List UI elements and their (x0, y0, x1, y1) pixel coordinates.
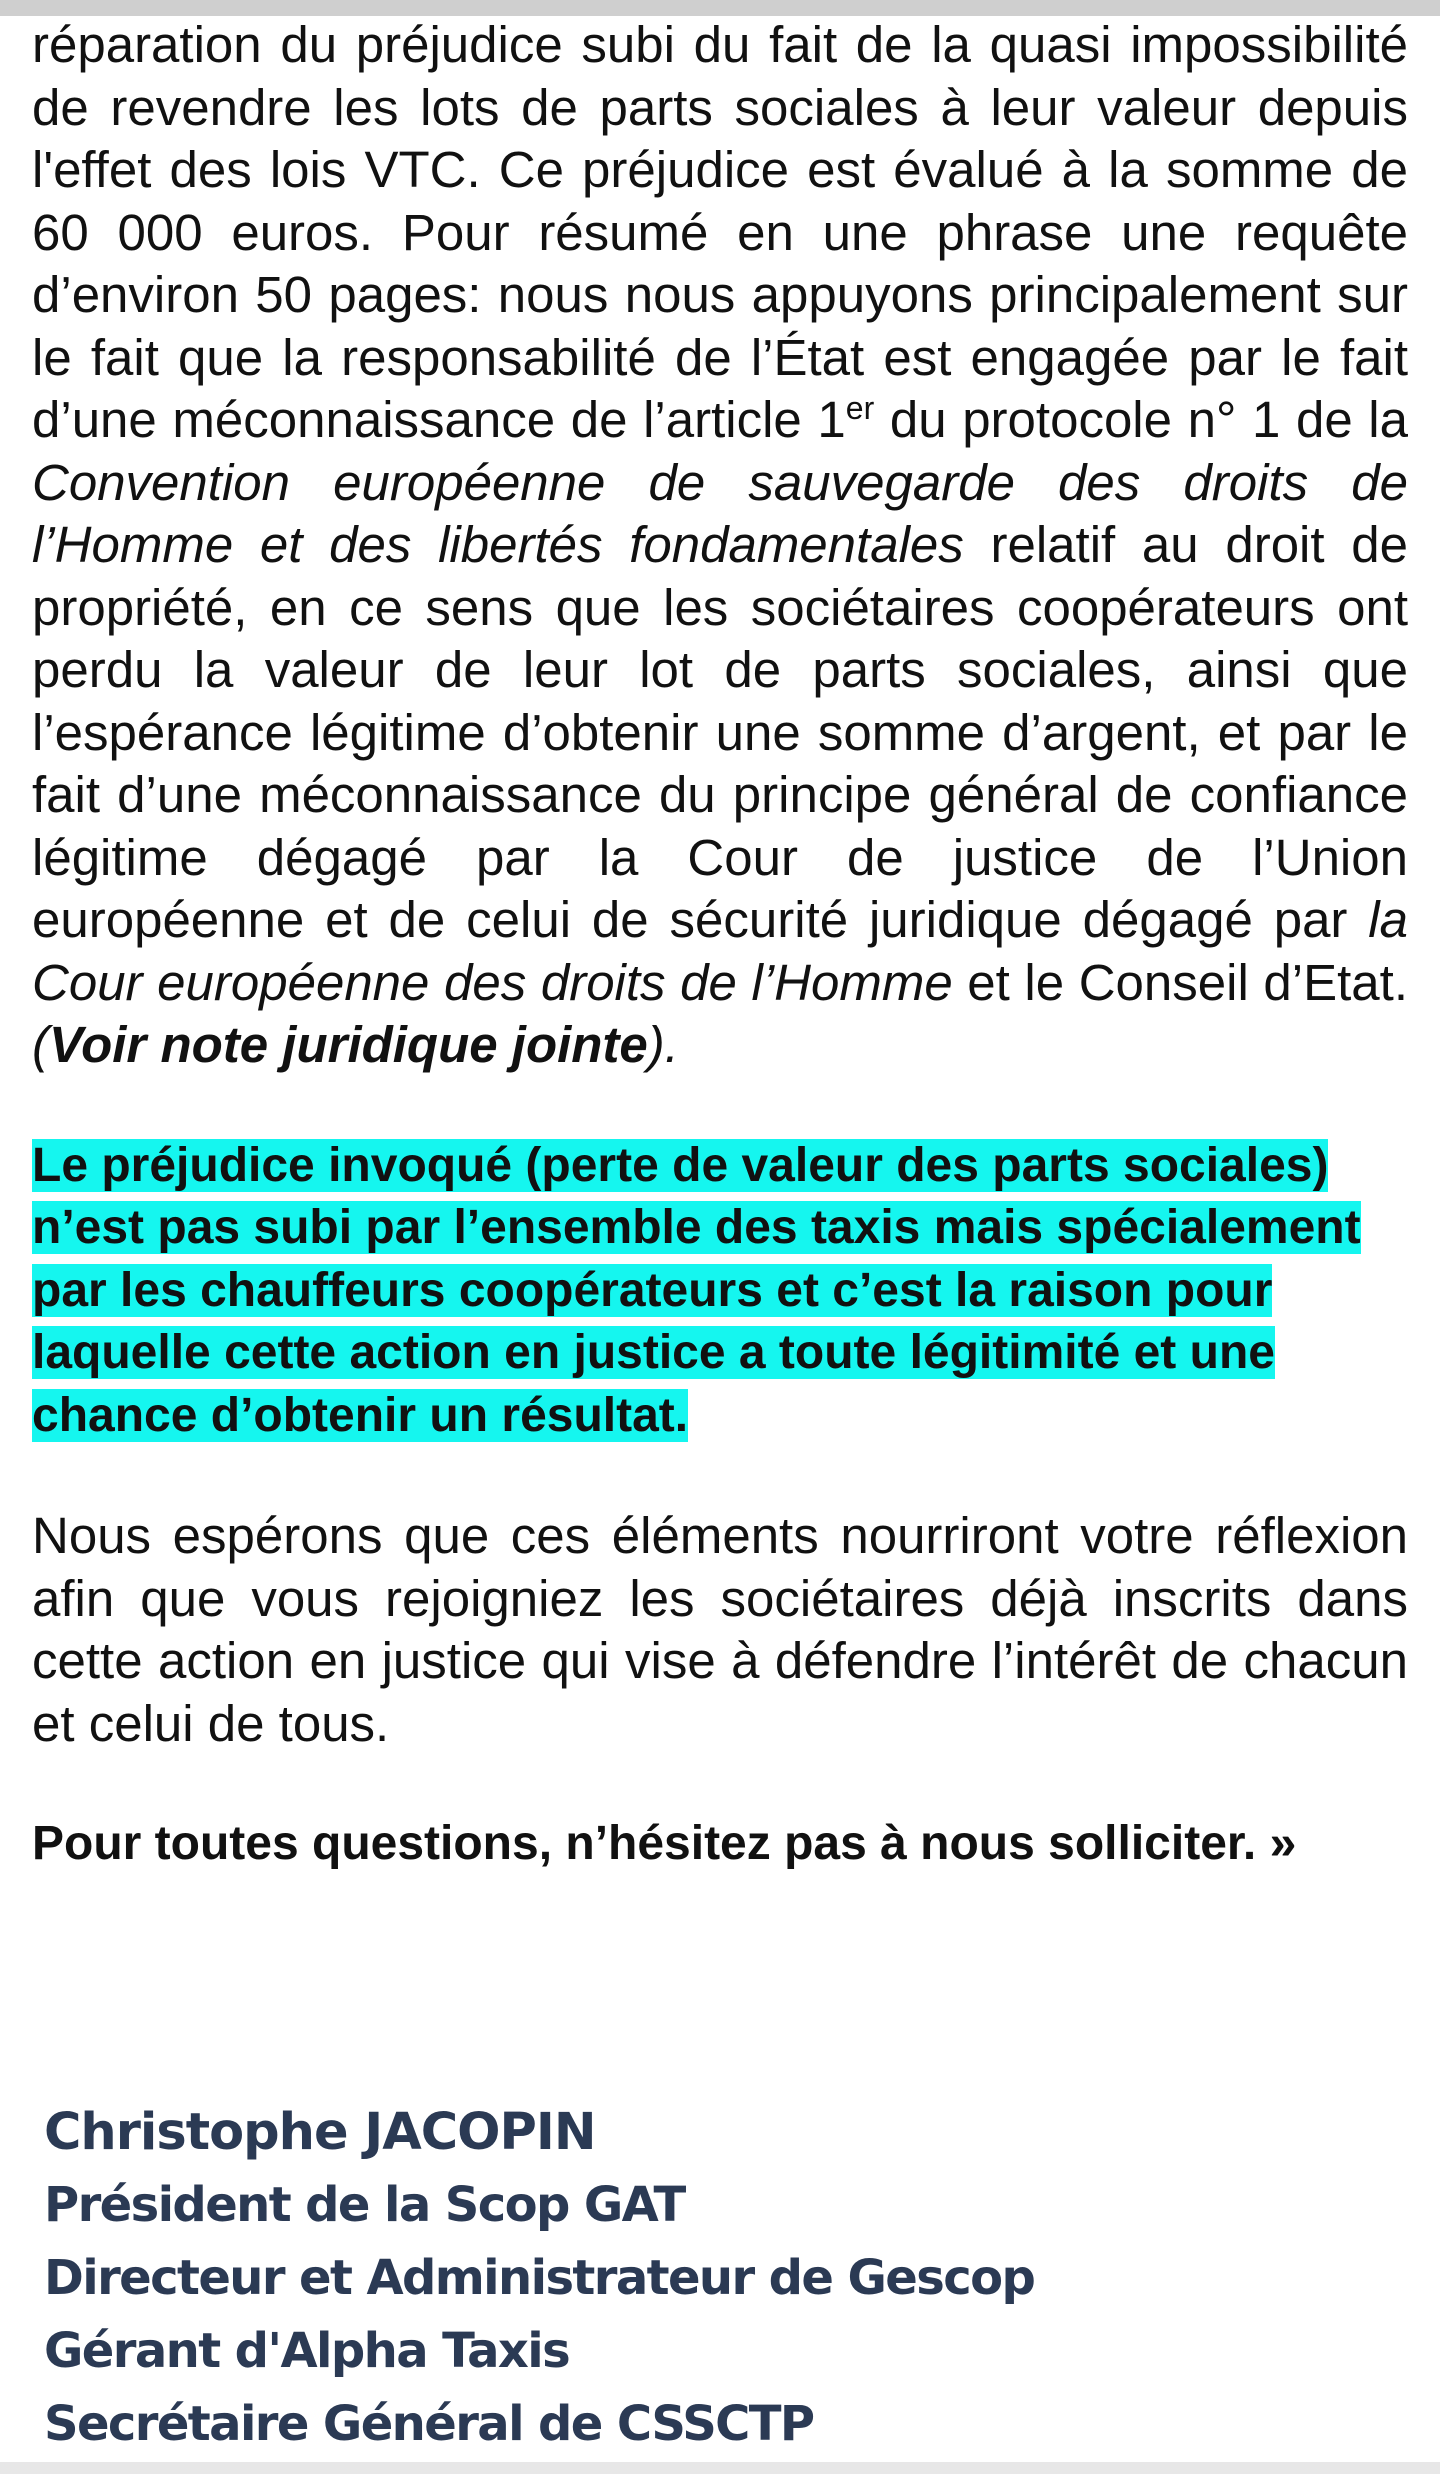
signatory-title: Directeur et Administrateur de Gescop (44, 2250, 1035, 2306)
signature-block (44, 2096, 1144, 2461)
signatory-title: Gérant d'Alpha Taxis (44, 2323, 570, 2379)
paragraph-spacer (32, 1077, 1408, 1135)
signatory-title: Président de la Scop GAT (44, 2177, 685, 2233)
bottom-divider (0, 2462, 1440, 2474)
paragraph-text: relatif au droit de propriété, en ce sens que les sociétaires coopérateurs ont perdu la valeur de leur lot de parts sociales, ainsi que l’espérance légitime d’obtenir une somme d’argent, et par le fait d’une méconnaissance du principe général de confiance légitime dégagé par la Cour de justice de l’Union européenne et de celui de sécurité juridique dégagé par (32, 516, 1408, 948)
highlighted-text: Le préjudice invoqué (perte de valeur des parts sociales) n’est pas subi par l’ensemble des taxis mais spécialement par les chauffeurs coopérateurs et c’est la raison pour laquelle cette action en justice a toute légitimité et une chance d’obtenir un résultat. (32, 1138, 1361, 1442)
note-reference-bold: Voir note juridique jointe (48, 1016, 648, 1073)
court-name: la Cour européenne des droits de l’Homme (32, 891, 1408, 1011)
signatory-title: Secrétaire Général de CSSCTP (44, 2396, 814, 2452)
paragraph-spacer (32, 1755, 1408, 1813)
paragraph-legal-argument (32, 14, 1408, 1077)
closing-line: Pour toutes questions, n’hésitez pas à nous solliciter. » (32, 1817, 1297, 1870)
letter-body (32, 14, 1408, 1876)
paragraph-text: du protocole n° 1 de la (874, 391, 1409, 448)
convention-title: Convention européenne de sauvegarde des droits de l’Homme et des libertés fondamentales (32, 453, 1408, 573)
paragraph-text: réparation du préjudice subi du fait de la quasi impossibilité de revendre les lots de parts sociales à leur valeur depuis l'effet des lois VTC. Ce préjudice est évalué à la somme de 60 000 euros. Pour résumé en une phrase une requête d’environ 50 pages: nous nous appuyons principalement sur le fait que la responsabilité de l’État est engagée par le fait d’une méconnaissance de l’article 1 (32, 16, 1408, 448)
signatory-name: Christophe JACOPIN (44, 2103, 596, 2162)
paragraph-text: et le Conseil d’Etat. (952, 953, 1409, 1011)
paragraph-hope: Nous espérons que ces éléments nourriront votre réflexion afin que vous rejoigniez les sociétaires déjà inscrits dans cette action en justice qui vise à défendre l’intérêt de chacun et celui de tous. (32, 1507, 1408, 1752)
highlighted-paragraph (32, 1135, 1408, 1448)
paragraph-spacer (32, 1447, 1408, 1505)
superscript-er: er (845, 390, 875, 426)
note-reference: (Voir note juridique jointe). (32, 1016, 679, 1073)
